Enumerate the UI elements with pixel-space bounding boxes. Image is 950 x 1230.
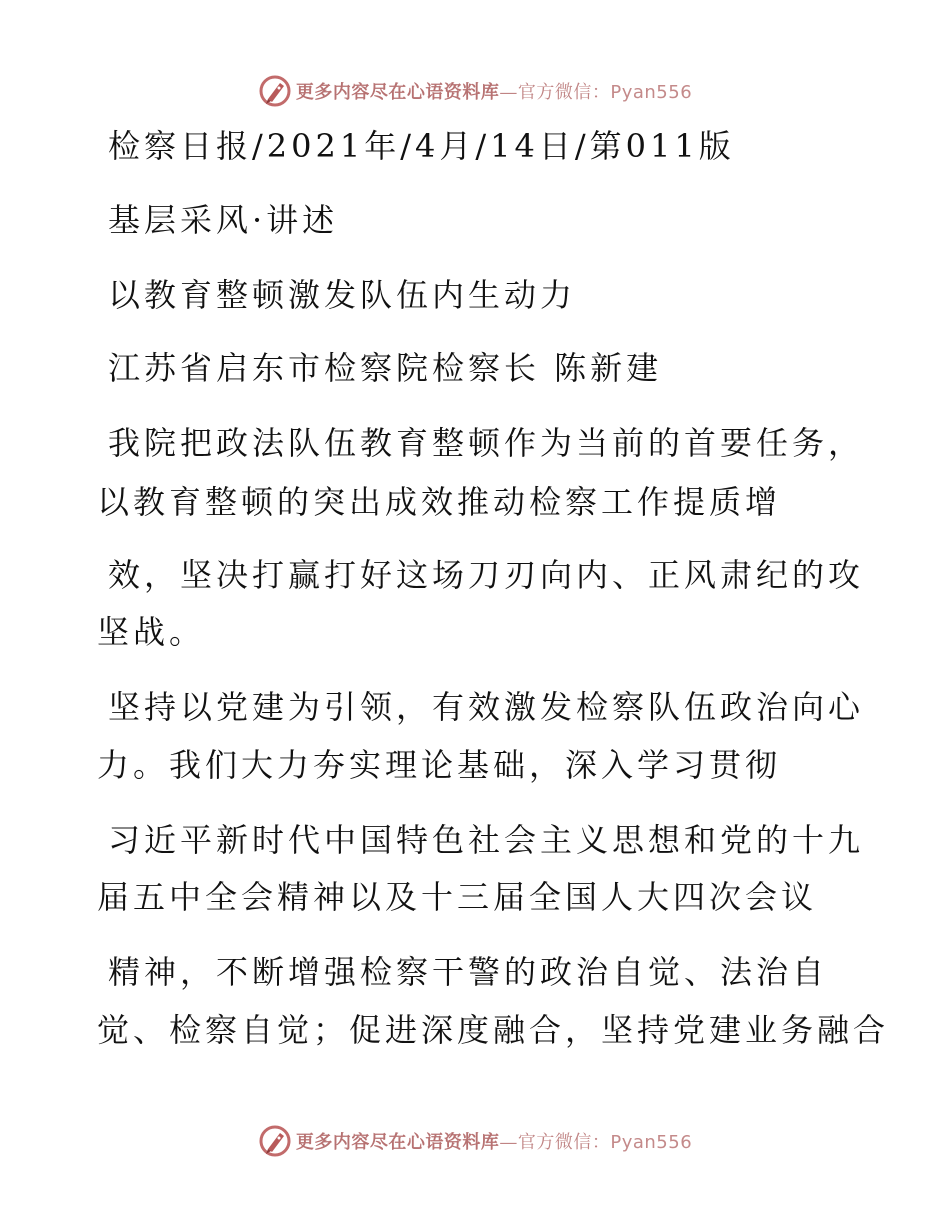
watermark-text [296, 78, 692, 104]
byline: 江苏省启东市检察院检察长 陈新建 [108, 349, 663, 387]
watermark-dash: — [499, 82, 518, 103]
source-line: 检察日报/2021年/4月/14日/第011版 [108, 127, 735, 165]
watermark-brand: 更多内容尽在心语资料库 [295, 82, 500, 103]
body-line: 力。我们大力夯实理论基础，深入学习贯彻 [97, 746, 782, 784]
body-line: 坚持以党建为引领，有效激发检察队伍政治向心 [108, 688, 865, 726]
footer-watermark [0, 1121, 950, 1161]
header-watermark [0, 71, 950, 111]
watermark-dash: — [499, 1132, 518, 1153]
watermark-account: Pyan556 [610, 1132, 693, 1153]
body-line: 精神，不断增强检察干警的政治自觉、法治自 [108, 953, 829, 991]
column-name: 基层采风·讲述 [108, 201, 339, 239]
watermark-official: 官方微信： [517, 1132, 611, 1153]
body-line: 坚战。 [97, 613, 206, 651]
body-line: 习近平新时代中国特色社会主义思想和党的十九 [108, 821, 865, 859]
article-title: 以教育整顿激发队伍内生动力 [108, 276, 577, 314]
body-line: 以教育整顿的突出成效推动检察工作提质增 [97, 483, 782, 521]
watermark-account: Pyan556 [610, 82, 693, 103]
watermark-official: 官方微信： [517, 82, 611, 103]
pen-nib-logo-icon [258, 74, 292, 108]
body-line: 我院把政法队伍教育整顿作为当前的首要任务， [108, 424, 865, 462]
body-line: 觉、检察自觉；促进深度融合，坚持党建业务融合 [97, 1011, 890, 1049]
pen-nib-logo-icon [258, 1124, 292, 1158]
watermark-brand: 更多内容尽在心语资料库 [295, 1132, 500, 1153]
watermark-text [296, 1128, 692, 1154]
body-line: 效，坚决打赢打好这场刀刃向内、正风肃纪的攻 [108, 556, 865, 594]
body-line: 届五中全会精神以及十三届全国人大四次会议 [97, 878, 818, 916]
